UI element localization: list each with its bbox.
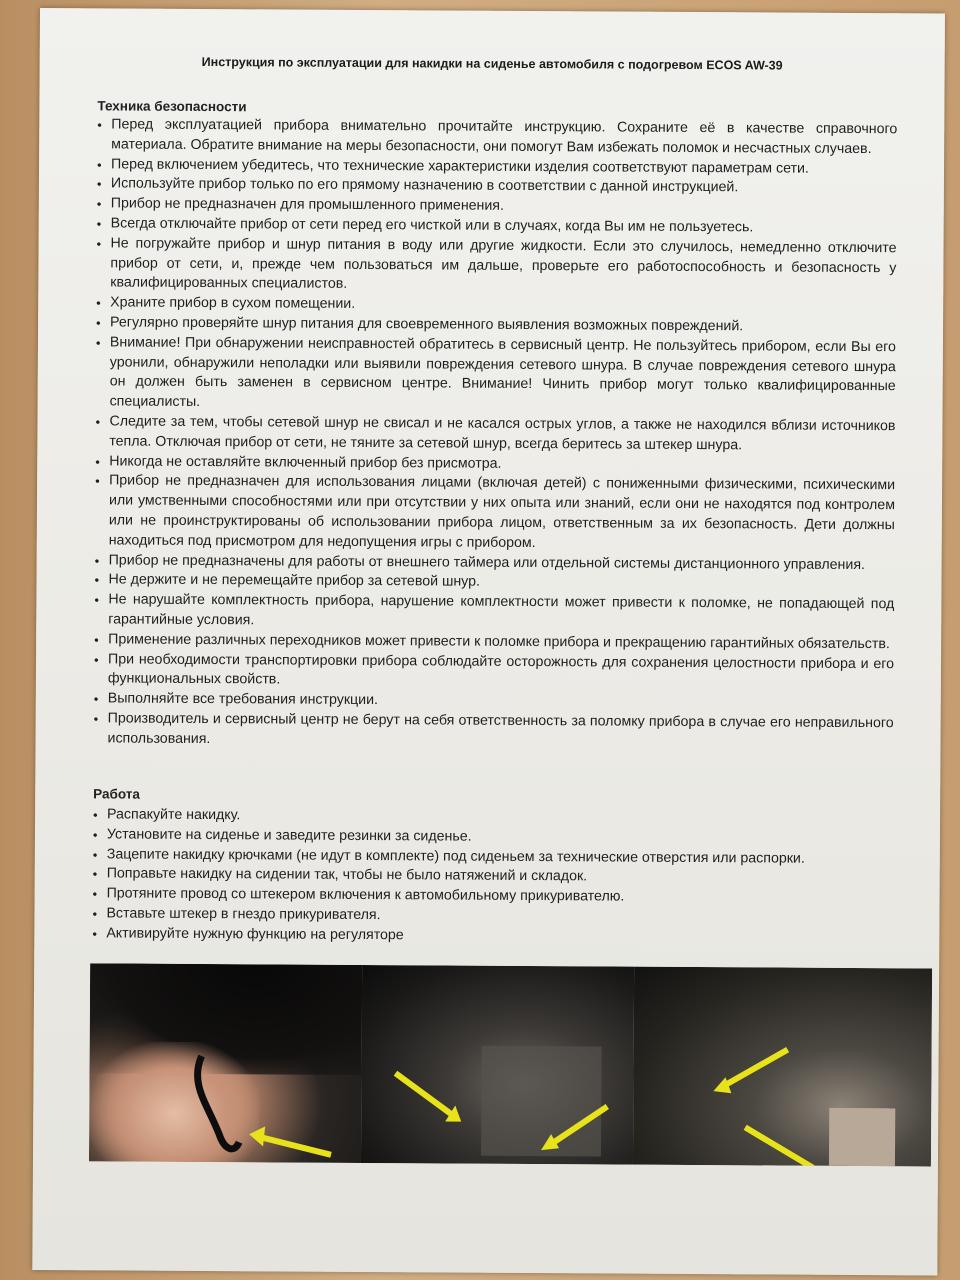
safety-item: • Применение различных переходников может привести к поломке прибора и прекращению гарантийных обязательств. — [94, 630, 894, 655]
safety-item: • Используйте прибор только по его прямому назначению в соответствии с данной инструкцией. — [97, 175, 897, 200]
rails-arrow-icon — [633, 967, 932, 1167]
safety-item: • Перед включением убедитесь, что технические характеристики изделия соответствуют параметрам сети. — [97, 155, 897, 180]
safety-item: • Производитель и сервисный центр не берут на себя ответственность за поломку прибора в случае его неправильного использования. — [93, 709, 893, 753]
seat-arrow-icon — [361, 965, 634, 1165]
safety-item: • Регулярно проверяйте шнур питания для своевременного выявления возможных повреждений. — [96, 313, 896, 338]
work-item: • Протяните провод со штекером включения к автомобильному прикуривателю. — [93, 885, 893, 910]
hook-arrow-icon — [89, 963, 362, 1163]
safety-heading: Техника безопасности — [97, 98, 247, 115]
safety-item: • Прибор не предназначены для работы от внешнего таймера или отдельной системы дистанционного управления. — [95, 551, 895, 576]
document-title: Инструкция по эксплуатации для накидки на сиденье автомобиля с подогревом ECOS AW-39 — [201, 54, 783, 73]
safety-item: • Всегда отключайте прибор от сети перед его чисткой или в случаях, когда Вы им не пользуетесь. — [97, 214, 897, 239]
safety-item: • Храните прибор в сухом помещении. — [96, 294, 896, 319]
safety-item: • Прибор не предназначен для промышленного применения. — [97, 195, 897, 220]
safety-item: • Выполняйте все требования инструкции. — [94, 689, 894, 714]
work-item: • Зацепите накидку крючками (не идут в комплекте) под сиденьем за технические отверстия или распорки. — [93, 845, 893, 870]
work-list — [92, 805, 893, 948]
work-item: • Вставьте штекер в гнездо прикуривателя. — [92, 904, 892, 929]
instruction-sheet — [32, 8, 945, 1276]
work-item: • Установите на сиденье и заведите резинки за сиденье. — [93, 825, 893, 850]
safety-item: • Не нарушайте комплектность прибора, нарушение комплектности может привести к поломке, не попадающей под гарантийные условия. — [94, 590, 894, 634]
work-item: • Активируйте нужную функцию на регуляторе — [92, 924, 892, 949]
safety-item: • Прибор не предназначен для использования лицами (включая детей) с пониженными физическими, психическими или умственными способностями или при отсутствии у них опыта или знаний, если они не находятся под контролем или не проинструктированы об использовании прибора лицом, ответственным за их безопасность. Дети должны находиться под присмотром для недопущения игры с прибором. — [95, 472, 895, 556]
work-heading: Работа — [93, 786, 140, 802]
safety-item: • Не держите и не перемещайте прибор за сетевой шнур. — [94, 571, 894, 596]
safety-item: • Перед эксплуатацией прибора внимательно прочитайте инструкцию. Сохраните её в качестве справочного материала. Обратите внимание на меры безопасности, они помогут Вам избежать поломок и несчастных случаев. — [97, 115, 897, 159]
safety-item: • Не погружайте прибор и шнур питания в воду или другие жидкости. Если это случилось, немедленно отключите прибор от сети, и, прежде чем пользоваться им дальше, проверьте его работоспособность и безопасность у квалифицированных специалистов. — [96, 234, 896, 298]
illustration-photos — [89, 963, 932, 1166]
hook-in-hand-photo — [89, 963, 362, 1163]
seat-underside-photo — [361, 965, 634, 1165]
safety-item: • Следите за тем, чтобы сетевой шнур не свисал и не касался острых углов, а также не находился вблизи источников тепла. Отключая прибор от сети, не тяните за сетевой шнур, всегда беритесь за штекер шнура. — [95, 412, 895, 456]
work-item: • Распакуйте накидку. — [93, 805, 893, 830]
safety-item: • Внимание! При обнаружении неисправностей обратитесь в сервисный центр. Не пользуйтесь прибором, если Вы его уронили, обнаружили неполадки или выявили повреждения сетевого шнура. В случае повреждения сетевого шнура он должен быть заменен в сервисном центре. Внимание! Чинить прибор могут только квалифицированные специалисты. — [96, 333, 896, 417]
seat-rails-photo — [633, 967, 932, 1167]
safety-list — [93, 115, 897, 753]
work-item: • Поправьте накидку на сидении так, чтобы не было натяжений и складок. — [93, 865, 893, 890]
safety-item: • При необходимости транспортировки прибора соблюдайте осторожность для сохранения целостности прибора и его функциональных свойств. — [94, 650, 894, 694]
safety-item: • Никогда не оставляйте включенный прибор без присмотра. — [95, 452, 895, 477]
